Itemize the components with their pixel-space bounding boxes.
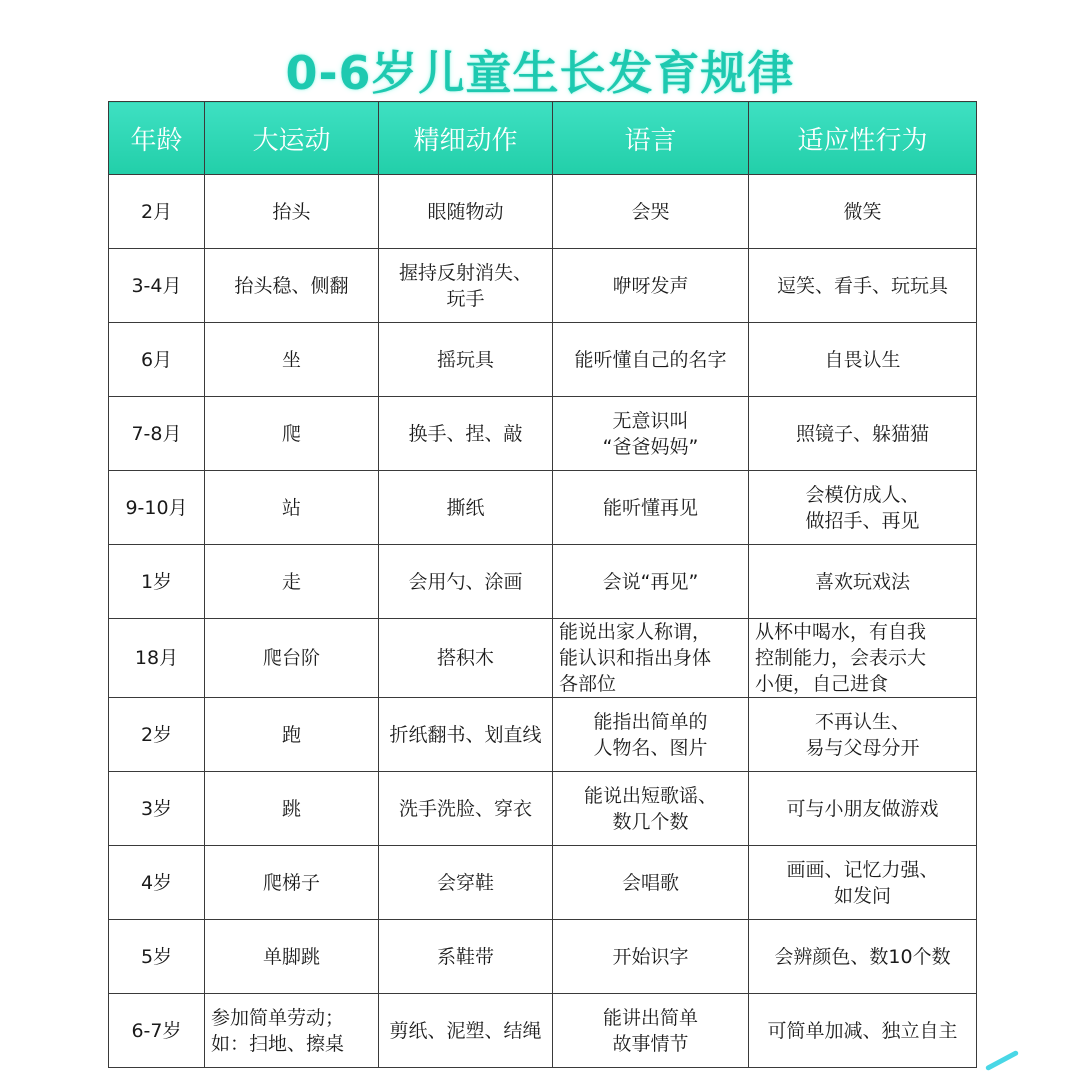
header-adaptive-behavior: 适应性行为 xyxy=(749,102,977,175)
language-cell: 无意识叫 “爸爸妈妈” xyxy=(553,397,749,471)
language-cell: 能说出家人称谓， 能认识和指出身体 各部位 xyxy=(553,619,749,698)
header-age: 年龄 xyxy=(109,102,205,175)
fine-motor-cell: 会穿鞋 xyxy=(379,846,553,920)
table-row xyxy=(109,619,977,698)
gross-motor-cell: 抬头 xyxy=(205,175,379,249)
gross-motor-cell: 站 xyxy=(205,471,379,545)
table-row xyxy=(109,920,977,994)
fine-motor-cell: 握持反射消失、 玩手 xyxy=(379,249,553,323)
language-cell: 能听懂自己的名字 xyxy=(553,323,749,397)
gross-motor-cell: 爬 xyxy=(205,397,379,471)
adaptive-behavior-cell: 可与小朋友做游戏 xyxy=(749,772,977,846)
table-row xyxy=(109,994,977,1068)
gross-motor-cell: 爬梯子 xyxy=(205,846,379,920)
page-title: 0-6岁儿童生长发育规律 xyxy=(285,45,795,100)
adaptive-behavior-cell: 不再认生、 易与父母分开 xyxy=(749,698,977,772)
language-cell: 会说“再见” xyxy=(553,545,749,619)
age-cell: 4岁 xyxy=(109,846,205,920)
age-cell: 3-4月 xyxy=(109,249,205,323)
growth-table xyxy=(108,101,977,1068)
table-row xyxy=(109,471,977,545)
adaptive-behavior-cell: 自畏认生 xyxy=(749,323,977,397)
header-fine-motor: 精细动作 xyxy=(379,102,553,175)
table-row xyxy=(109,698,977,772)
adaptive-behavior-cell: 从杯中喝水，有自我 控制能力，会表示大 小便，自己进食 xyxy=(749,619,977,698)
gross-motor-cell: 参加简单劳动； 如：扫地、擦桌 xyxy=(205,994,379,1068)
adaptive-behavior-cell: 微笑 xyxy=(749,175,977,249)
gross-motor-cell: 走 xyxy=(205,545,379,619)
decorative-stroke xyxy=(985,1050,1019,1071)
adaptive-behavior-cell: 逗笑、看手、玩玩具 xyxy=(749,249,977,323)
table-row xyxy=(109,545,977,619)
fine-motor-cell: 撕纸 xyxy=(379,471,553,545)
language-cell: 会哭 xyxy=(553,175,749,249)
fine-motor-cell: 折纸翻书、划直线 xyxy=(379,698,553,772)
adaptive-behavior-cell: 会模仿成人、 做招手、再见 xyxy=(749,471,977,545)
table-row xyxy=(109,772,977,846)
adaptive-behavior-cell: 照镜子、躲猫猫 xyxy=(749,397,977,471)
table-body xyxy=(109,175,977,1068)
gross-motor-cell: 单脚跳 xyxy=(205,920,379,994)
age-cell: 2月 xyxy=(109,175,205,249)
header-row xyxy=(109,102,977,175)
table-row xyxy=(109,175,977,249)
language-cell: 能说出短歌谣、 数几个数 xyxy=(553,772,749,846)
age-cell: 6-7岁 xyxy=(109,994,205,1068)
language-cell: 会唱歌 xyxy=(553,846,749,920)
fine-motor-cell: 会用勺、涂画 xyxy=(379,545,553,619)
fine-motor-cell: 换手、捏、敲 xyxy=(379,397,553,471)
language-cell: 能指出简单的 人物名、图片 xyxy=(553,698,749,772)
table-row xyxy=(109,323,977,397)
age-cell: 7-8月 xyxy=(109,397,205,471)
adaptive-behavior-cell: 可简单加减、独立自主 xyxy=(749,994,977,1068)
language-cell: 能讲出简单 故事情节 xyxy=(553,994,749,1068)
header-gross-motor: 大运动 xyxy=(205,102,379,175)
adaptive-behavior-cell: 喜欢玩戏法 xyxy=(749,545,977,619)
table-row xyxy=(109,249,977,323)
age-cell: 3岁 xyxy=(109,772,205,846)
gross-motor-cell: 坐 xyxy=(205,323,379,397)
fine-motor-cell: 剪纸、泥塑、结绳 xyxy=(379,994,553,1068)
fine-motor-cell: 系鞋带 xyxy=(379,920,553,994)
fine-motor-cell: 眼随物动 xyxy=(379,175,553,249)
gross-motor-cell: 跑 xyxy=(205,698,379,772)
gross-motor-cell: 爬台阶 xyxy=(205,619,379,698)
fine-motor-cell: 摇玩具 xyxy=(379,323,553,397)
age-cell: 18月 xyxy=(109,619,205,698)
adaptive-behavior-cell: 画画、记忆力强、 如发问 xyxy=(749,846,977,920)
language-cell: 开始识字 xyxy=(553,920,749,994)
age-cell: 2岁 xyxy=(109,698,205,772)
table-header xyxy=(109,102,977,175)
age-cell: 5岁 xyxy=(109,920,205,994)
language-cell: 能听懂再见 xyxy=(553,471,749,545)
table-row xyxy=(109,846,977,920)
gross-motor-cell: 跳 xyxy=(205,772,379,846)
language-cell: 咿呀发声 xyxy=(553,249,749,323)
table-row xyxy=(109,397,977,471)
fine-motor-cell: 洗手洗脸、穿衣 xyxy=(379,772,553,846)
adaptive-behavior-cell: 会辨颜色、数10个数 xyxy=(749,920,977,994)
gross-motor-cell: 抬头稳、侧翻 xyxy=(205,249,379,323)
age-cell: 1岁 xyxy=(109,545,205,619)
age-cell: 6月 xyxy=(109,323,205,397)
header-language: 语言 xyxy=(553,102,749,175)
fine-motor-cell: 搭积木 xyxy=(379,619,553,698)
age-cell: 9-10月 xyxy=(109,471,205,545)
